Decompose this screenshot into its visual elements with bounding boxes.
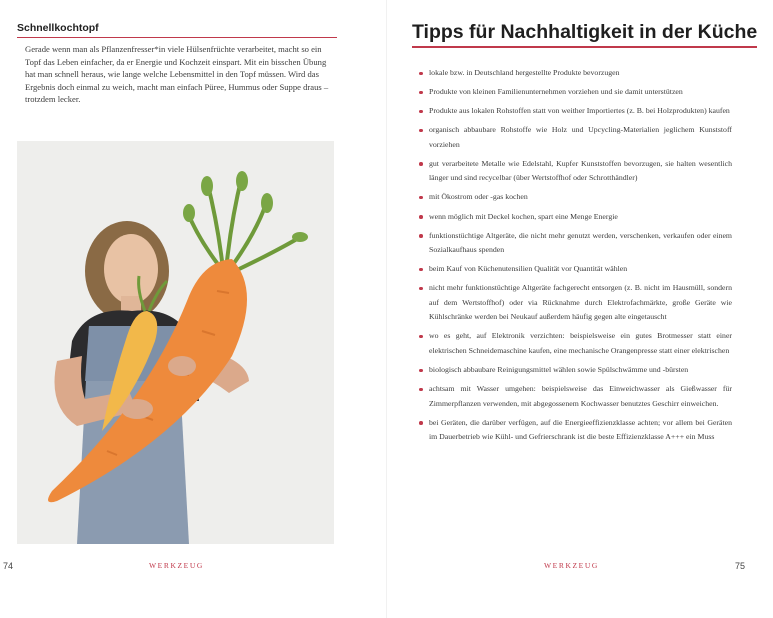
list-item: funktionstüchtige Altgeräte, die nicht mehr genutzt werden, verschenken, verkaufen oder einem Sozialkaufhaus spenden: [418, 229, 732, 258]
list-item: bei Geräten, die darüber verfügen, auf die Energieeffizienzklasse achten; vor allem bei Geräten im Dauerbetrieb wie Kühl- und Gefrierschrank ist die beste Effizienzklasse A+++ ein Muss: [418, 416, 732, 445]
intro-paragraph: Gerade wenn man als Pflanzenfresser*in viele Hülsenfrüchte verarbeitet, macht so ein Topf das Leben einfacher, da er Energie und Kochzeit einspart. Mit ein bisschen Übung hat man schnell heraus, wie lange welche Lebensmittel in den Topf müssen. Wird das Ergebnis doch einmal zu weich, macht man einfach Püree, Hummus oder Suppe draus – trotzdem lecker.: [25, 44, 329, 105]
sidebar-heading: Schnellkochtopf: [17, 22, 337, 38]
page-title: Tipps für Nachhaltigkeit in der Küche: [412, 21, 757, 48]
page-number: 74: [3, 561, 14, 571]
section-label: WERKZEUG: [149, 561, 204, 570]
list-item: wo es geht, auf Elektronik verzichten: beispielsweise ein gutes Brotmesser statt einer elektrischen Schneidemaschine kaufen, eine mechanische Orangenpresse statt einer elektrischen: [418, 329, 732, 358]
list-item: wenn möglich mit Deckel kochen, spart eine Menge Energie: [418, 210, 732, 225]
section-label: WERKZEUG: [544, 561, 599, 570]
list-item: beim Kauf von Küchenutensilien Qualität vor Quantität wählen: [418, 262, 732, 277]
photo-woman-carrots: [17, 141, 334, 544]
page-number: 75: [734, 561, 745, 571]
list-item: Produkte von kleinen Familienunternehmen vorziehen und sie damit unterstützen: [418, 85, 732, 100]
list-item: organisch abbaubare Rohstoffe wie Holz und Upcycling-Materialien jeglichem Kunststoff vorziehen: [418, 123, 732, 152]
list-item: biologisch abbaubare Reinigungsmittel wählen sowie Spülschwämme und -bürsten: [418, 363, 732, 378]
list-item: nicht mehr funktionstüchtige Altgeräte fachgerecht entsorgen (z. B. nicht im Hausmüll, sondern auf dem Wertstoffhof) oder via Rücknahme durch Elektrofachmärkte, große Geräte wie Kühlschränke werden bei Neukauf außerdem häufig gegen alte eingetauscht: [418, 281, 732, 325]
list-item: lokale bzw. in Deutschland hergestellte Produkte bevorzugen: [418, 66, 732, 81]
list-item: Produkte aus lokalen Rohstoffen statt von weither Importiertes (z. B. bei Holzprodukten) kaufen: [418, 104, 732, 119]
list-item: mit Ökostrom oder -gas kochen: [418, 190, 732, 205]
list-item: achtsam mit Wasser umgehen: beispielsweise das Einweichwasser als Gießwasser für Zimmerpflanzen verwenden, mit abgegossenem Kochwasser benutztes Geschirr einweichen.: [418, 382, 732, 411]
list-item: gut verarbeitete Metalle wie Edelstahl, Kupfer Kunststoffen bevorzugen, sie halten wesentlich länger und sind recycelbar (über Wertstoffhof oder Schrotthändler): [418, 157, 732, 186]
right-page: [387, 0, 773, 618]
left-page: [0, 0, 386, 618]
tips-list: [418, 66, 732, 449]
